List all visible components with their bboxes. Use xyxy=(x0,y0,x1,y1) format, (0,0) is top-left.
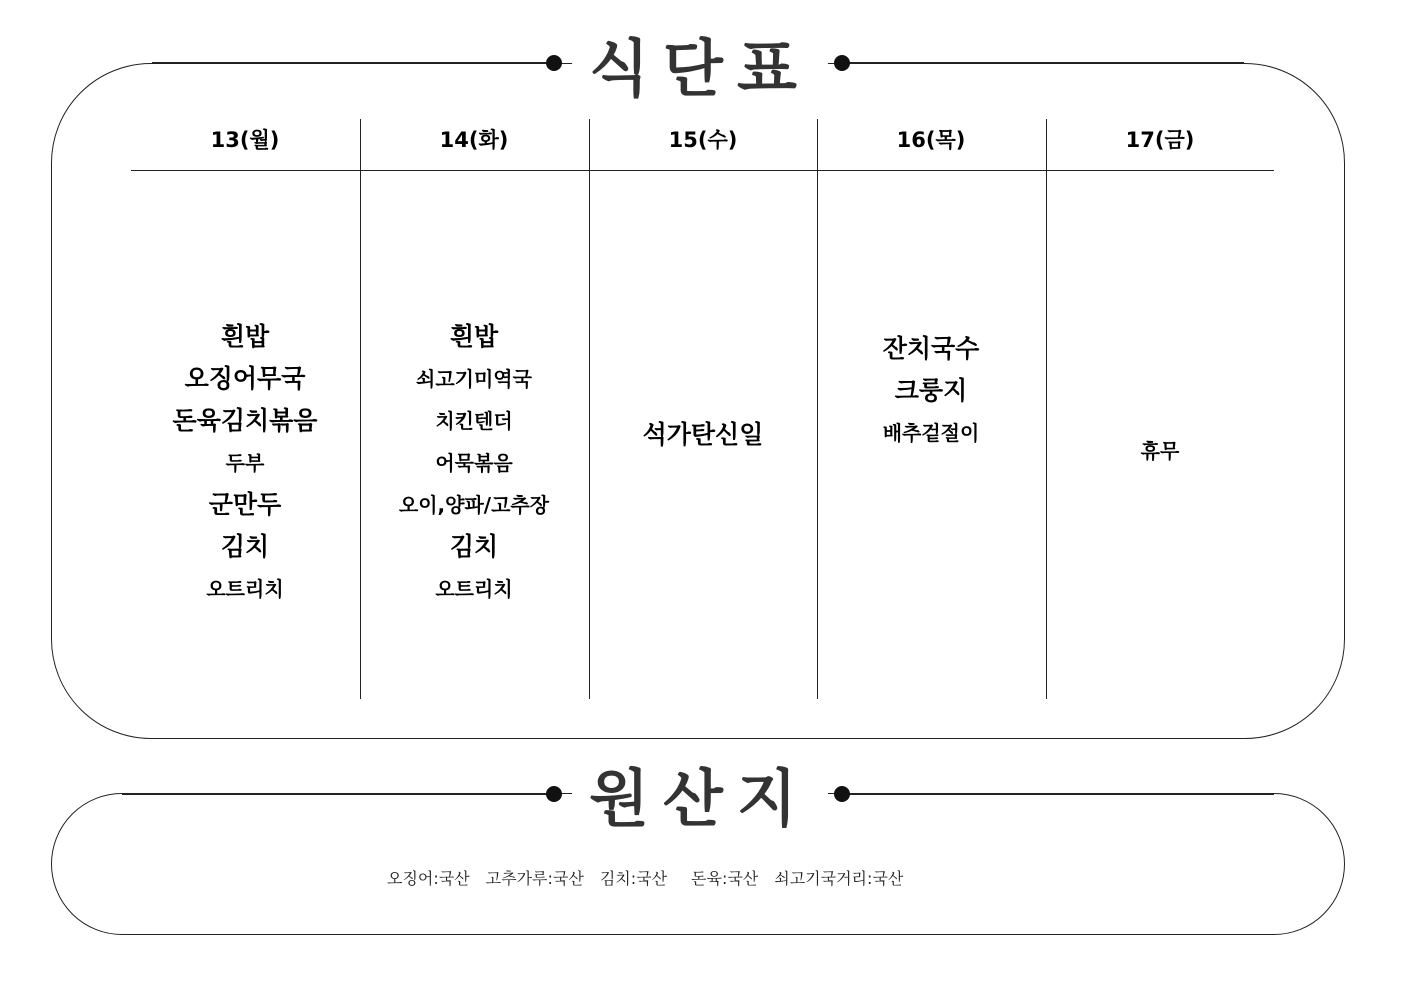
menu-title: 식단표 xyxy=(572,38,828,104)
day-header-mon: 13(월) xyxy=(210,128,280,152)
menu-item: 흰밥 xyxy=(449,322,499,351)
title-right-line xyxy=(842,62,1244,64)
origin-title-right-line xyxy=(842,793,1274,795)
origin-item: 고추가루:국산 xyxy=(485,869,584,888)
menu-item: 흰밥 xyxy=(220,322,270,351)
day-header-thu: 16(목) xyxy=(896,128,966,152)
menu-item: 군만두 xyxy=(208,490,282,519)
origin-list xyxy=(0,866,1403,892)
menu-item: 석가탄신일 xyxy=(642,420,764,449)
origin-title: 원산지 xyxy=(572,768,828,834)
menu-item: 오트리치 xyxy=(206,577,284,601)
day-header-tue: 14(화) xyxy=(439,128,509,152)
menu-item: 돈육김치볶음 xyxy=(172,406,318,435)
origin-item: 쇠고기국거리:국산 xyxy=(774,869,904,888)
day-menu-wed xyxy=(589,172,817,698)
menu-item: 김치 xyxy=(449,532,499,561)
menu-item: 어묵볶음 xyxy=(435,451,513,475)
origin-item: 김치:국산 xyxy=(599,869,668,888)
menu-item: 두부 xyxy=(225,451,265,475)
menu-item: 오트리치 xyxy=(435,577,513,601)
header-divider xyxy=(131,170,1274,171)
day-menu-tue xyxy=(360,200,588,726)
title-left-line xyxy=(152,62,554,64)
menu-item: 오이,양파/고추장 xyxy=(398,493,550,517)
day-menu-thu xyxy=(817,128,1045,654)
menu-item: 크룽지 xyxy=(894,376,968,405)
menu-item: 쇠고기미역국 xyxy=(416,367,532,391)
origin-item: 오징어:국산 xyxy=(387,869,470,888)
origin-title-left-dot xyxy=(546,786,562,802)
origin-title-right-dot xyxy=(834,786,850,802)
origin-item: 돈육:국산 xyxy=(691,869,759,888)
menu-item: 오징어무국 xyxy=(184,364,306,393)
day-menu-fri xyxy=(1046,188,1274,714)
menu-item: 휴무 xyxy=(1140,439,1180,463)
title-left-dot xyxy=(546,55,562,71)
menu-item: 김치 xyxy=(220,532,270,561)
title-right-dot xyxy=(834,55,850,71)
origin-title-left-line xyxy=(122,793,554,795)
menu-item: 치킨텐더 xyxy=(435,409,513,433)
day-menu-mon xyxy=(131,200,359,726)
day-header-wed: 15(수) xyxy=(668,128,738,152)
menu-item: 잔치국수 xyxy=(882,334,980,363)
menu-item: 배추겉절이 xyxy=(882,421,980,445)
day-header-fri: 17(금) xyxy=(1125,128,1195,152)
